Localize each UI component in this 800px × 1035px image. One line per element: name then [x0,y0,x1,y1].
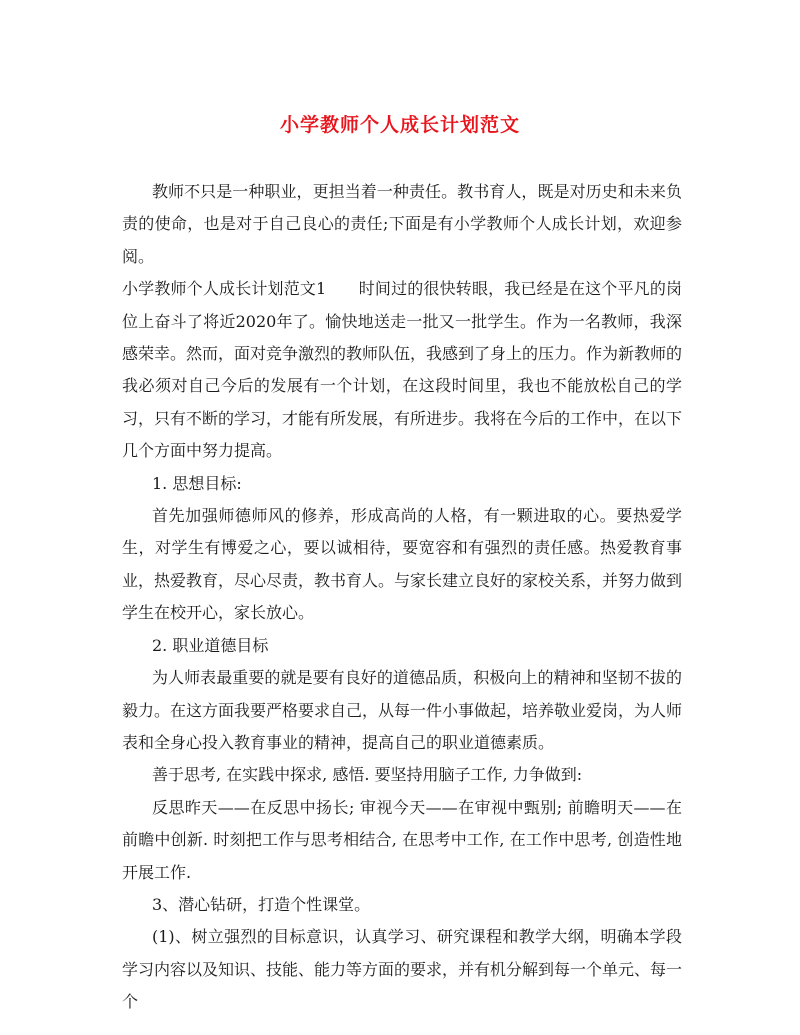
document-body [122,176,682,1019]
sample-1-paragraph: 小学教师个人成长计划范文1 时间过的很快转眼，我已经是在这个平凡的岗位上奋斗了将近2020年了。愉快地送走一批又一批学生。作为一名教师，我深感荣幸。然而，面对竞争激烈的教师队伍，我感到了身上的压力。作为新教师的我必须对自己今后的发展有一个计划，在这段时间里，我也不能放松自己的学习，只有不断的学习，才能有所发展，有所进步。我将在今后的工作中，在以下几个方面中努力提高。 [122,279,683,461]
section-1-paragraph: 首先加强师德师风的修养，形成高尚的人格，有一颗进取的心。要热爱学生，对学生有博爱之心，要以诚相待，要宽容和有强烈的责任感。热爱教育事业，热爱教育，尽心尽责，教书育人。与家长建立良好的家校关系，并努力做到学生在校开心，家长放心。 [122,506,683,623]
section-heading-2: 2. 职业道德目标 [152,635,269,655]
section-heading-3: 3、潜心钻研，打造个性课堂。 [152,894,371,914]
reflection-paragraph: 反思昨天——在反思中扬长; 审视今天——在审视中甄别; 前瞻明天——在前瞻中创新. 时刻把工作与思考相结合, 在思考中工作, 在工作中思考, 创造性地开展工作. [122,797,682,882]
thinking-paragraph: 善于思考, 在实践中探求, 感悟. 要坚持用脑子工作, 力争做到: [152,765,583,785]
intro-paragraph: 教师不只是一种职业，更担当着一种责任。教书育人，既是对历史和未来负责的使命，也是对于自己良心的责任;下面是有小学教师个人成长计划，欢迎参阅。 [122,182,682,266]
section-heading-1: 1. 思想目标: [152,473,242,493]
document-title: 小学教师个人成长计划范文 [279,114,520,136]
section-3-item-1-paragraph: (1)、树立强烈的目标意识，认真学习、研究课程和教学大纲，明确本学段学习内容以及知识、技能、能力等方面的要求，并有机分解到每一个单元、每一个 [122,927,683,1012]
section-2-paragraph: 为人师表最重要的就是要有良好的道德品质，积极向上的精神和坚韧不拔的毅力。在这方面我要严格要求自己，从每一件小事做起，培养敬业爱岗，为人师表和全身心投入教育事业的精神，提高自己的职业道德素质。 [122,668,683,752]
